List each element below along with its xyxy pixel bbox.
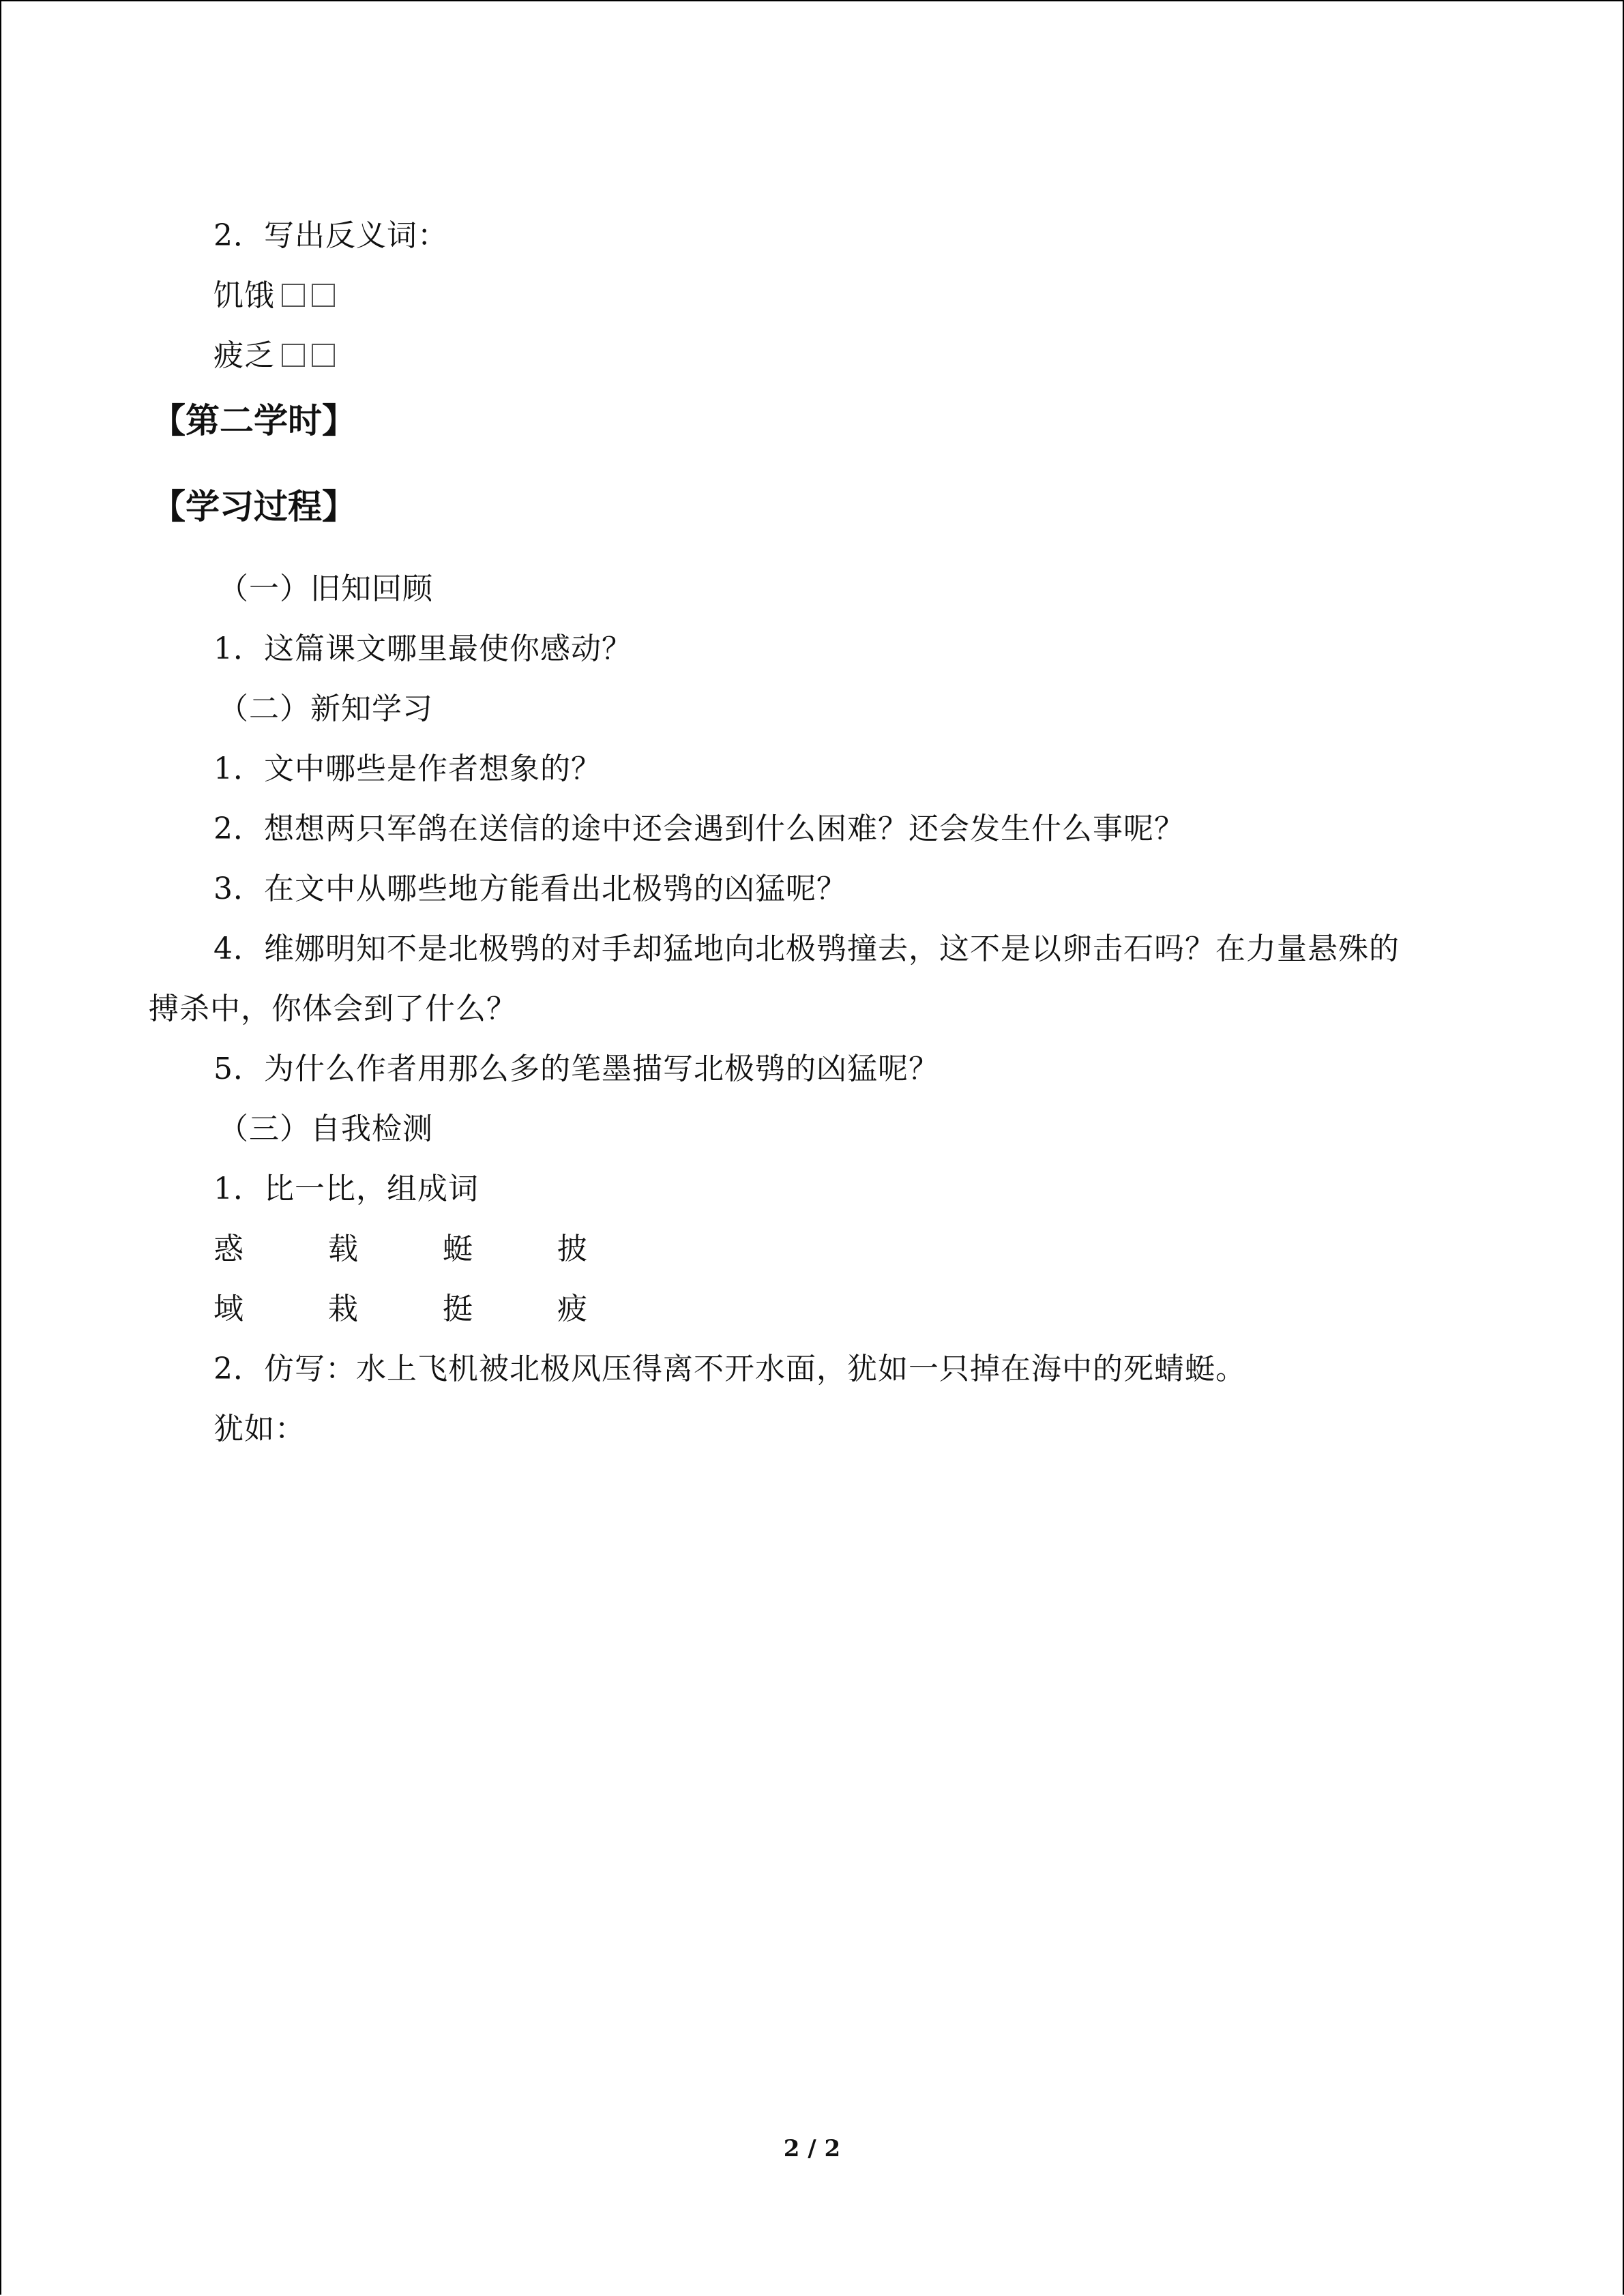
compare-row-2 — [213, 1289, 672, 1330]
compare-row-1 — [213, 1229, 672, 1270]
answer-box — [282, 284, 305, 307]
page-number: 2 / 2 — [783, 2135, 841, 2162]
compare-char: 域 — [213, 1292, 243, 1326]
new-question-5: 5．为什么作者用那么多的笔墨描写北极鸮的凶猛呢？ — [213, 1052, 939, 1086]
answer-box — [312, 344, 335, 367]
test-question-2: 2．仿写：水上飞机被北极风压得离不开水面，犹如一只掉在海中的死蜻蜓。 — [213, 1352, 1246, 1386]
antonym-question: 2．写出反义词： — [213, 218, 448, 253]
compare-char: 疲 — [557, 1292, 587, 1326]
answer-box — [282, 344, 305, 367]
answer-box — [312, 284, 335, 307]
new-question-4: 4．维娜明知不是北极鸮的对手却猛地向北极鸮撞去，这不是以卵击石吗？在力量悬殊的 — [213, 931, 1400, 966]
review-question-1: 1．这篇课文哪里最使你感动？ — [213, 631, 632, 666]
antonym-item-1 — [213, 275, 335, 316]
section-review: （一）旧知回顾 — [218, 571, 433, 606]
heading-second-lesson: 【第二学时】 — [151, 401, 356, 441]
new-question-2: 2．想想两只军鸽在送信的途中还会遇到什么困难？还会发生什么事呢？ — [213, 811, 1185, 846]
compare-char: 惑 — [213, 1232, 243, 1266]
compare-char: 披 — [557, 1232, 587, 1266]
compare-char: 蜓 — [443, 1232, 473, 1266]
compare-char: 载 — [328, 1232, 358, 1266]
new-question-4-continued: 搏杀中，你体会到了什么？ — [149, 992, 517, 1026]
new-question-3: 3．在文中从哪些地方能看出北极鸮的凶猛呢？ — [213, 871, 847, 906]
section-new-learning: （二）新知学习 — [218, 691, 433, 726]
compare-char: 挺 — [443, 1292, 473, 1326]
section-self-test: （三）自我检测 — [218, 1112, 433, 1146]
antonym-word: 疲乏 — [213, 338, 275, 373]
imitation-prompt: 犹如： — [213, 1412, 306, 1446]
heading-learning-process: 【学习过程】 — [151, 487, 356, 526]
antonym-item-2 — [213, 336, 335, 376]
antonym-word: 饥饿 — [213, 278, 275, 313]
new-question-1: 1．文中哪些是作者想象的？ — [213, 751, 602, 786]
test-question-1: 1．比一比，组成词 — [213, 1172, 479, 1206]
compare-char: 栽 — [328, 1292, 358, 1326]
